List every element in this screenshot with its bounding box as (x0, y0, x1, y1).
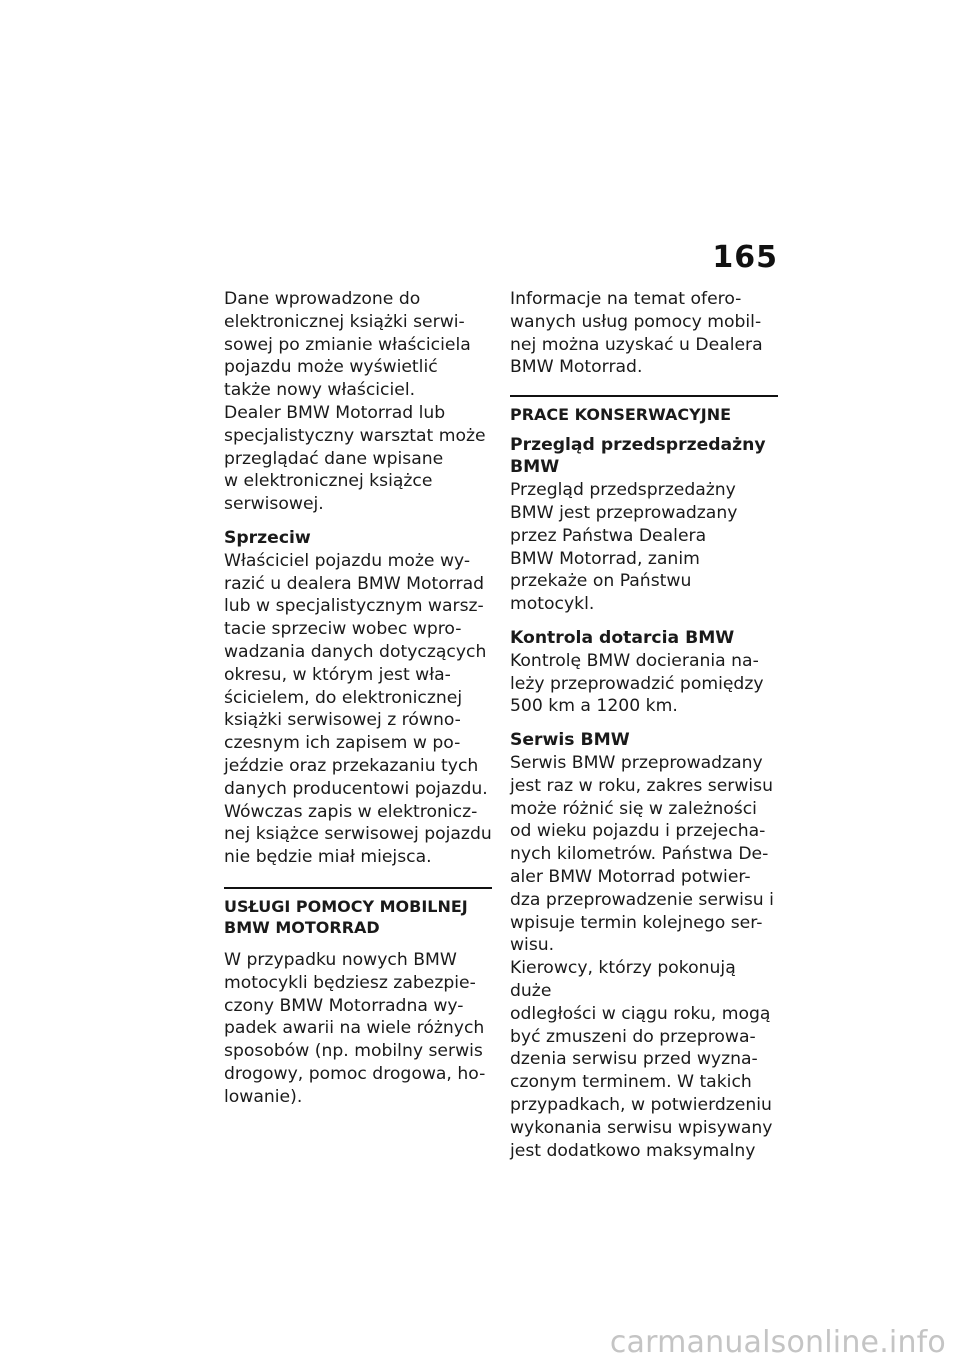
paragraph-breakin: Kontrolę BMW docierania na- leży przeprowadzić pomiędzy 500 km a 1200 km. (510, 650, 764, 717)
page-number: 165 (712, 240, 778, 275)
subheading-service: Serwis BMW (510, 730, 630, 751)
paragraph-mobile-assistance: W przypadku nowych BMW motocykli będziesz zabezpie- czony BMW Motorradna wy- padek awarii na wiele różnych sposobów (np. mobilny serwis drogowy, pomoc drogowa, ho- lowanie). (224, 949, 486, 1107)
paragraph-mobile-info: Informacje na temat ofero- wanych usług pomocy mobil- nej można uzyskać u Dealera BMW Motorrad. (510, 289, 763, 378)
section-heading-maintenance: PRACE KONSERWACYJNE (510, 395, 778, 426)
watermark: carmanualsonline.info (609, 1325, 946, 1360)
right-column (510, 288, 778, 1173)
paragraph-objection: Właściciel pojazdu może wy- razić u dealera BMW Motorrad lub w specjalistycznym warsz- tacie sprzeciw wobec wpro- wadzania danych dotyczących okresu, w którym jest wła- ścicielem, do elektronicznej książki serwisowej z równo- czesnym ich zapisem w po- jeździe oraz przekazaniu tych danych producentowi pojazdu. Wówczas zapis w elektronicz- nej książce serwisowej pojazdu nie będzie miał miejsca. (224, 550, 492, 868)
subheading-predelivery: Przegląd przedsprzedażny BMW (510, 434, 766, 478)
paragraph-service-distance: Kierowcy, którzy pokonują duże odległości w ciągu roku, mogą być zmuszeni do przeprowa- dzenia serwisu przed wyzna- czonym terminem. W takich przypadkach, w potwierdzeniu wykonania serwisu wpisywany jest dodatkowo maksymalny (510, 958, 773, 1161)
paragraph-new-owner: Dane wprowadzone do elektronicznej książki serwi- sowej po zmianie właściciela pojazdu może wyświetlić także nowy właściciel. (224, 289, 471, 401)
paragraph-service: Serwis BMW przeprowadzany jest raz w roku, zakres serwisu może różnić się w zależności od wieku pojazdu i przejecha- nych kilometrów. Państwa De- aler BMW Motorrad potwier- dza przeprowadzenie serwisu i wpisuje termin kolejnego ser- wisu. (510, 753, 774, 956)
section-heading-mobile-assistance: USŁUGI POMOCY MOBILNEJ BMW MOTORRAD (224, 887, 492, 939)
subheading-objection: Sprzeciw (224, 527, 311, 548)
paragraph-predelivery: Przegląd przedsprzedażny BMW jest przeprowadzany przez Państwa Dealera BMW Motorrad, zanim przekaże on Państwu motocykl. (510, 480, 738, 615)
left-column (224, 288, 492, 1120)
paragraph-dealer-access: Dealer BMW Motorrad lub specjalistyczny warsztat może przeglądać dane wpisane w elektronicznej książce serwisowej. (224, 402, 486, 515)
subheading-breakin: Kontrola dotarcia BMW (510, 628, 735, 649)
